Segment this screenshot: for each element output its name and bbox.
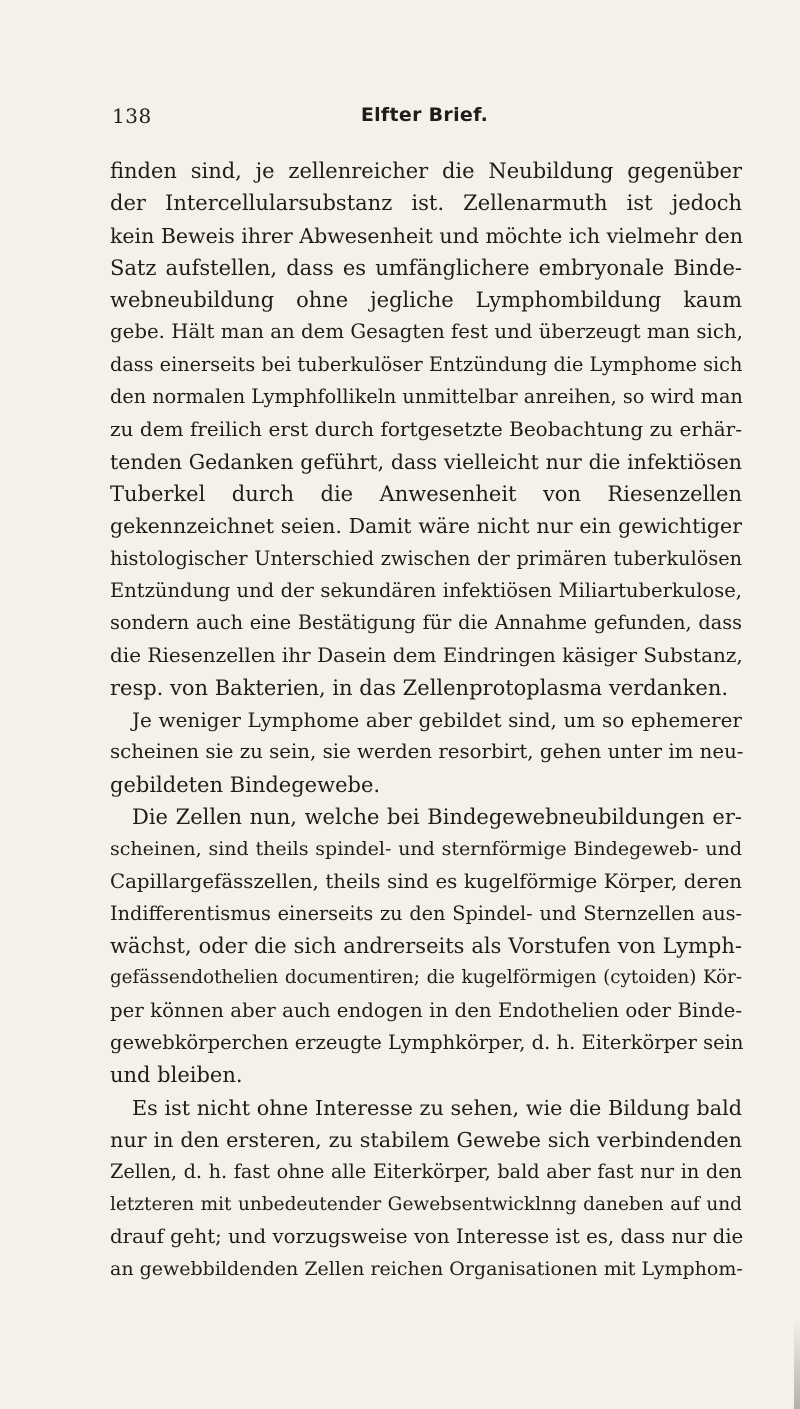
text-line: Die Zellen nun, welche bei Bindegewebneubildungen er- — [132, 804, 742, 829]
text-line: sondern auch eine Bestätigung für die Annahme gefunden, dass — [110, 611, 742, 635]
text-line: Je weniger Lymphome aber gebildet sind, um so ephemerer — [132, 708, 742, 733]
text-line: finden sind, je zellenreicher die Neubildung gegenüber — [110, 159, 742, 183]
text-line: scheinen, sind theils spindel- und sternförmige Bindegeweb- und — [110, 838, 742, 861]
text-line: tenden Gedanken geführt, dass vielleicht nur die infektiösen — [110, 449, 742, 474]
page-number: 138 — [112, 104, 152, 128]
text-line: Indifferentismus einerseits zu den Spindel- und Sternzellen aus- — [110, 901, 742, 925]
text-line: webneubildung ohne jegliche Lymphombildung kaum — [110, 288, 742, 313]
page-header — [112, 104, 737, 134]
text-line: histologischer Unterschied zwischen der primären tuberkulösen — [110, 546, 742, 570]
text-line: nur in den ersteren, zu stabilem Gewebe sich verbindenden — [110, 1127, 742, 1152]
text-line: zu dem freilich erst durch fortgesetzte Beobachtung zu erhär- — [110, 417, 742, 442]
text-line: der Intercellularsubstanz ist. Zellenarmuth ist jedoch — [110, 191, 742, 216]
text-line: Tuberkel durch die Anwesenheit von Riesenzellen — [110, 481, 742, 506]
body-text — [110, 155, 742, 1285]
text-line: die Riesenzellen ihr Dasein dem Eindringen käsiger Substanz, — [110, 643, 743, 668]
text-line: gebildeten Bindegewebe. — [110, 772, 381, 797]
text-line: per können aber auch endogen in den Endothelien oder Binde- — [110, 998, 742, 1022]
running-head: Elfter Brief. — [360, 104, 489, 126]
text-line: gebe. Hält man an dem Gesagten fest und überzeugt man sich, — [110, 320, 743, 344]
text-line: Entzündung und der sekundären infektiösen Miliartuberkulose, — [110, 578, 742, 602]
text-line: und bleiben. — [110, 1063, 243, 1088]
text-line: scheinen sie zu sein, sie werden resorbirt, gehen unter im neu- — [110, 740, 744, 764]
text-line: dass einerseits bei tuberkulöser Entzündung die Lymphome sich — [110, 352, 743, 376]
text-line: letzteren mit unbedeutender Gewebsentwicklnng daneben auf und — [110, 1193, 742, 1215]
text-line: an gewebbildenden Zellen reichen Organisationen mit Lymphom- — [110, 1258, 743, 1281]
text-line: drauf geht; und vorzugsweise von Interesse ist es, dass nur die — [110, 1224, 744, 1248]
text-line: den normalen Lymphfollikeln unmittelbar anreihen, so wird man — [110, 385, 743, 409]
text-line: kein Beweis ihrer Abwesenheit und möchte ich vielmehr den — [110, 223, 743, 248]
text-line: gefässendothelien documentiren; die kugelförmigen (cytoiden) Kör- — [110, 967, 742, 989]
text-line: Es ist nicht ohne Interesse zu sehen, wie die Bildung bald — [132, 1095, 742, 1120]
text-line: gewebkörperchen erzeugte Lymphkörper, d. h. Eiterkörper sein — [110, 1031, 744, 1055]
page-edge-shadow — [794, 1320, 800, 1409]
text-line: resp. von Bakterien, in das Zellenprotoplasma verdanken. — [110, 675, 729, 700]
text-line: Zellen, d. h. fast ohne alle Eiterkörper, bald aber fast nur in den — [110, 1160, 742, 1184]
text-line: Capillargefässzellen, theils sind es kugelförmige Körper, deren — [110, 869, 742, 893]
text-line: wächst, oder die sich andrerseits als Vorstufen von Lymph- — [110, 934, 742, 959]
text-line: gekennzeichnet seien. Damit wäre nicht nur ein gewichtiger — [110, 514, 742, 539]
text-line: Satz aufstellen, dass es umfänglichere embryonale Binde- — [110, 255, 742, 280]
